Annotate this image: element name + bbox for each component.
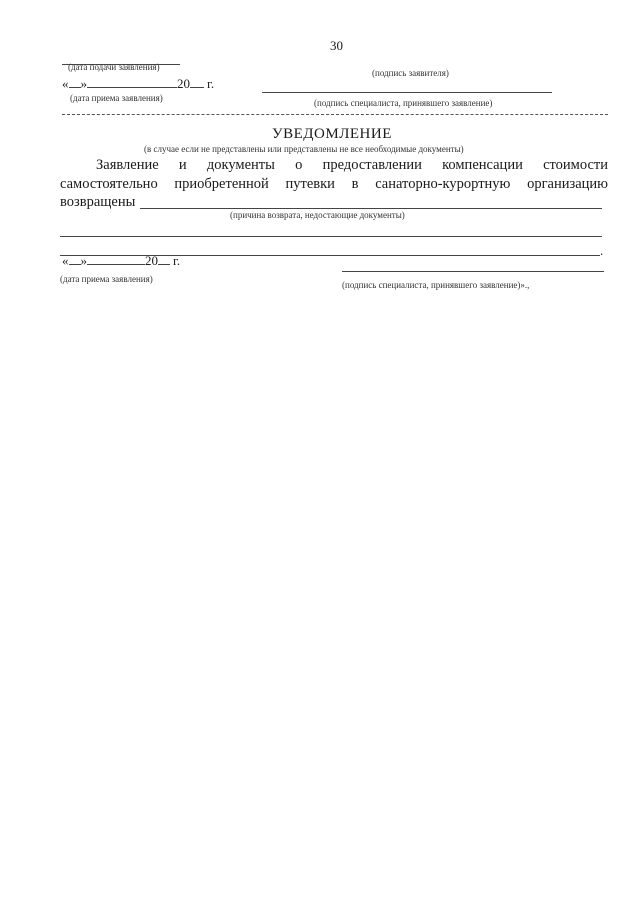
specialist-signature-line	[262, 92, 552, 93]
date-open-quote: «	[62, 253, 69, 268]
caption-applicant-signature: (подпись заявителя)	[372, 68, 449, 78]
date-suffix: г.	[173, 253, 181, 268]
caption-submit-date: (дата подачи заявления)	[68, 62, 160, 72]
notice-receipt-date-field	[62, 253, 180, 269]
notice-line-3: возвращены	[60, 194, 136, 210]
notice-line-1: Заявление и документы о предоставлении компенсации стоимости	[96, 157, 608, 173]
date-year: 20	[177, 76, 190, 91]
caption-receipt-date: (дата приема заявления)	[70, 93, 163, 103]
receipt-date-field	[62, 76, 214, 92]
notice-title: УВЕДОМЛЕНИЕ	[272, 126, 392, 142]
reason-line-2	[60, 236, 602, 237]
date-close-quote: »	[80, 76, 87, 91]
notice-subtitle: (в случае если не представлены или представлены не все необходимые документы)	[144, 144, 464, 154]
cut-line	[62, 114, 608, 115]
notice-line-2: самостоятельно приобретенной путевки в санаторно-курортную организацию	[60, 176, 608, 192]
reason-line	[140, 208, 602, 209]
date-year: 20	[145, 253, 158, 268]
end-dot: .	[600, 243, 604, 258]
notice-caption-receipt-date: (дата приема заявления)	[60, 274, 153, 284]
page-number: 30	[330, 38, 343, 53]
date-close-quote: »	[80, 253, 87, 268]
caption-reason: (причина возврата, недостающие документы)	[230, 210, 405, 220]
date-suffix: г.	[207, 76, 215, 91]
notice-caption-specialist-signature: (подпись специалиста, принявшего заявление)».,	[342, 280, 530, 290]
notice-specialist-signature-line	[342, 271, 604, 272]
caption-specialist-signature: (подпись специалиста, принявшего заявление)	[314, 98, 493, 108]
date-open-quote: «	[62, 76, 69, 91]
